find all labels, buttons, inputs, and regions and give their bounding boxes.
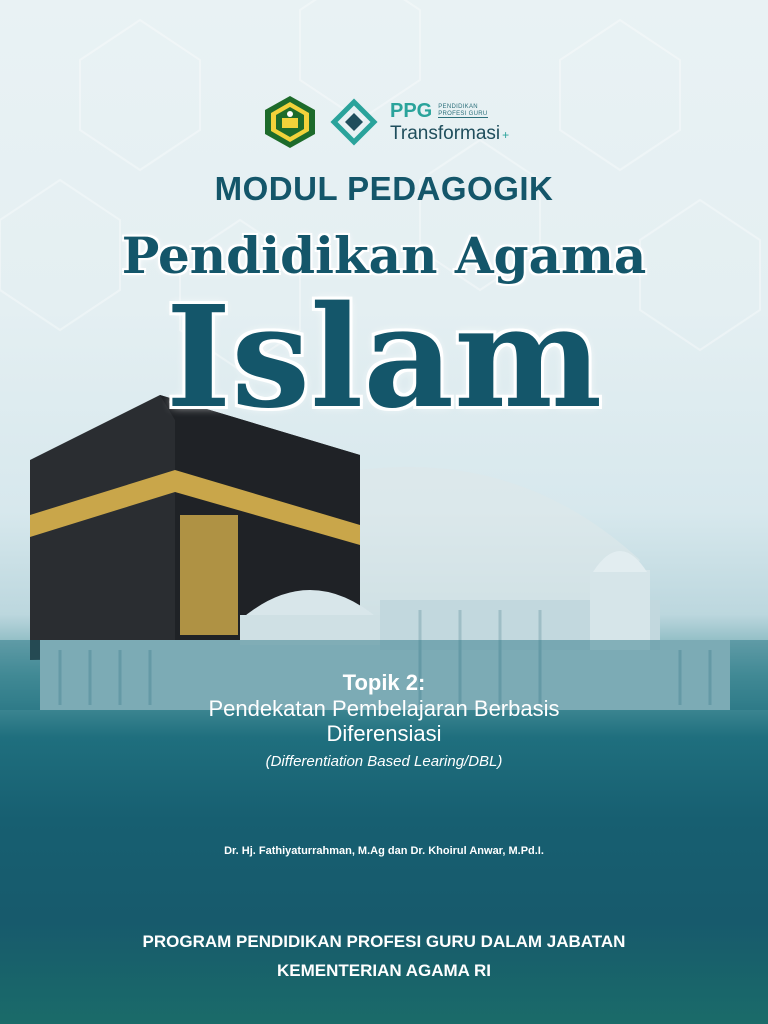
subject-title-line1: Pendidikan Agama bbox=[121, 226, 647, 285]
ppg-subtitle-line1: PENDIDIKAN bbox=[438, 103, 478, 110]
ppg-transformasi bbox=[390, 124, 509, 143]
ppg-subtitle bbox=[438, 104, 487, 119]
program-footer bbox=[0, 927, 768, 985]
program-line1: PROGRAM PENDIDIKAN PROFESI GURU DALAM JABATAN bbox=[142, 932, 626, 951]
mosque-tower bbox=[590, 570, 650, 650]
subject-title-line2: Islam bbox=[165, 276, 603, 440]
topic-label: Topik 2: bbox=[342, 670, 426, 695]
kaaba-door bbox=[180, 515, 238, 635]
kemenag-emblem-icon bbox=[262, 94, 318, 150]
authors: Dr. Hj. Fathiyaturrahman, M.Ag dan Dr. Khoirul Anwar, M.Pd.I. bbox=[224, 845, 544, 857]
topic-title-line1: Pendekatan Pembelajaran Berbasis bbox=[208, 696, 560, 721]
module-label: MODUL PEDAGOGIK bbox=[214, 170, 554, 207]
topic-block bbox=[0, 670, 768, 770]
ppg-transformasi-text: Transformasi bbox=[390, 123, 501, 144]
topic-subtitle: (Differentiation Based Learing/DBL) bbox=[265, 752, 503, 770]
ppg-title: PPG bbox=[390, 100, 433, 122]
ppg-wordmark bbox=[390, 101, 509, 143]
logo-row bbox=[262, 94, 509, 150]
topic-title-line2: Diferensiasi bbox=[326, 721, 442, 747]
ppg-logo-icon bbox=[330, 98, 378, 146]
plus-icon: + bbox=[502, 128, 510, 142]
program-line2: KEMENTERIAN AGAMA RI bbox=[276, 961, 492, 980]
ppg-subtitle-line2: PROFESI GURU bbox=[438, 110, 488, 117]
